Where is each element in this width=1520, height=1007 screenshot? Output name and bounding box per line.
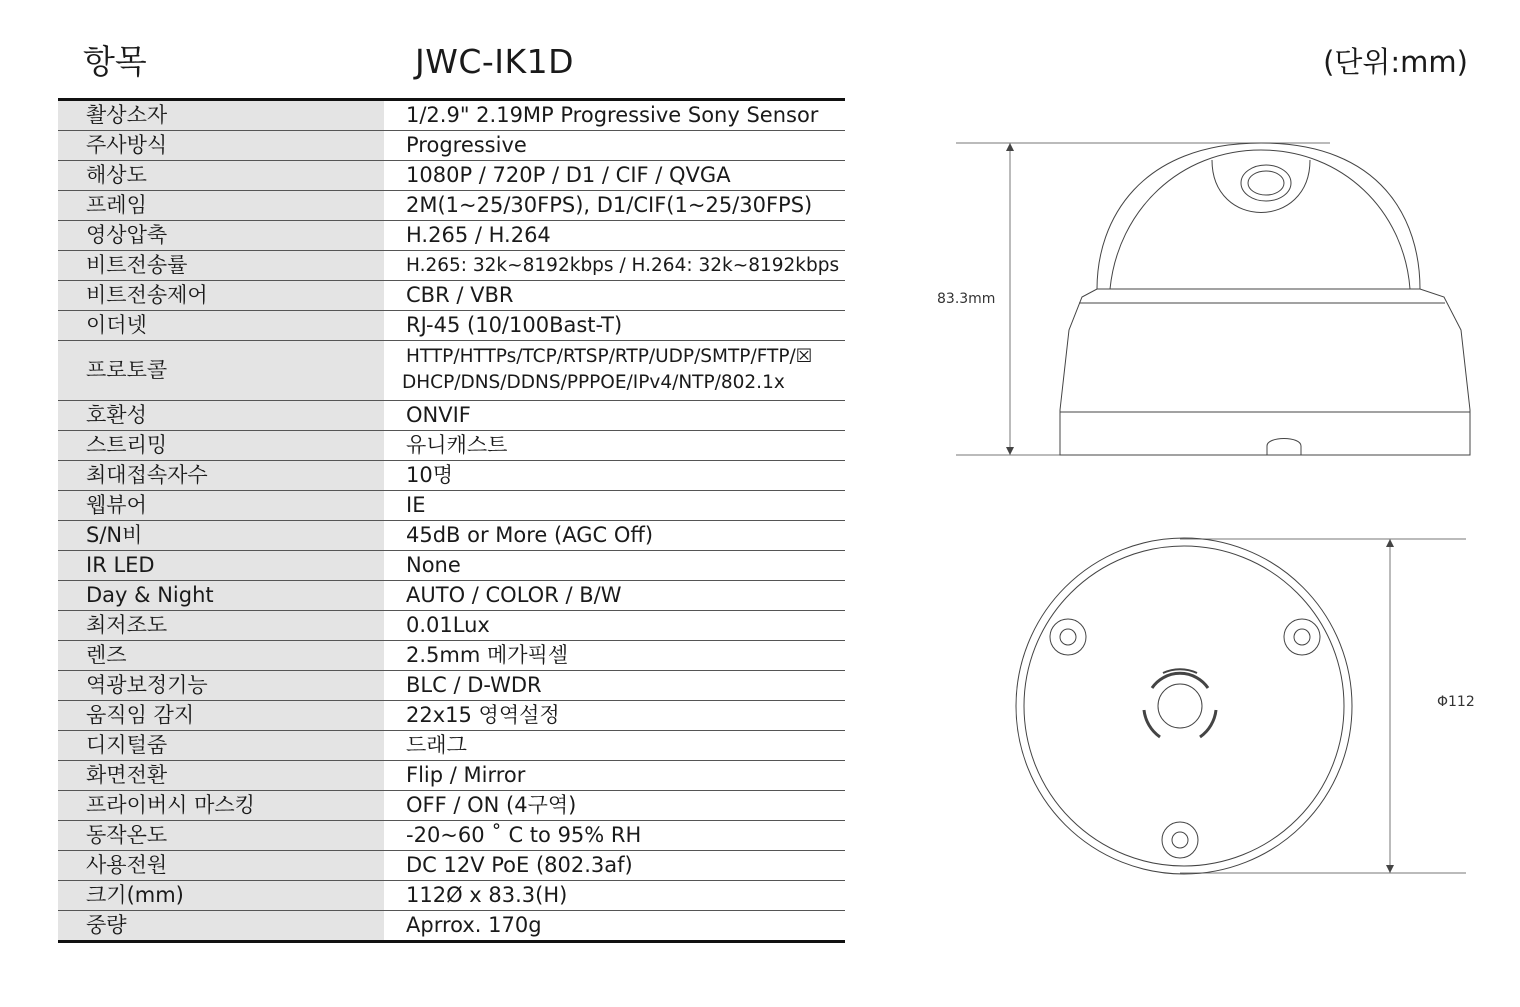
spec-value: 112Ø x 83.3(H): [406, 883, 568, 907]
top-view-drawing: [1016, 538, 1466, 874]
spec-value: 45dB or More (AGC Off): [406, 523, 654, 547]
spec-label: 웹뷰어: [58, 491, 384, 520]
spec-value: OFF / ON (4구역): [406, 793, 577, 817]
spec-label: Day & Night: [58, 581, 384, 610]
spec-value: 유니캐스트: [406, 433, 508, 457]
spec-value: BLC / D-WDR: [406, 673, 542, 697]
spec-value: H.265: 32k~8192kbps / H.264: 32k~8192kbps: [406, 255, 840, 276]
side-view-drawing: [956, 143, 1470, 455]
spec-value: 드래그: [406, 733, 467, 757]
spec-value: None: [406, 553, 461, 577]
spec-label: 화면전환: [58, 761, 384, 790]
spec-label: 비트전송제어: [58, 281, 384, 310]
spec-value: 2M(1~25/30FPS), D1/CIF(1~25/30FPS): [406, 193, 813, 217]
spec-value: Aprrox. 170g: [406, 913, 542, 937]
spec-label: 사용전원: [58, 851, 384, 880]
spec-value: ONVIF: [406, 403, 471, 427]
height-dimension-label: 83.3mm: [937, 291, 996, 307]
spec-label: 촬상소자: [58, 101, 384, 130]
spec-value: DC 12V PoE (802.3af): [406, 853, 633, 877]
spec-value: 1/2.9" 2.19MP Progressive Sony Sensor: [406, 103, 819, 127]
spec-value: 22x15 영역설정: [406, 703, 560, 727]
spec-label: 프로토콜: [58, 341, 384, 400]
spec-value: Flip / Mirror: [406, 763, 526, 787]
spec-value: 0.01Lux: [406, 613, 490, 637]
spec-value: H.265 / H.264: [406, 223, 551, 247]
spec-value: AUTO / COLOR / B/W: [406, 583, 622, 607]
spec-value: RJ-45 (10/100Bast-T): [406, 313, 623, 337]
spec-label: 프라이버시 마스킹: [58, 791, 384, 820]
spec-value: CBR / VBR: [406, 283, 514, 307]
spec-value: 1080P / 720P / D1 / CIF / QVGA: [406, 163, 731, 187]
spec-value: Progressive: [406, 133, 527, 157]
spec-label: 역광보정기능: [58, 671, 384, 700]
spec-label: 디지털줌: [58, 731, 384, 760]
spec-label: 비트전송률: [58, 251, 384, 280]
spec-label: 해상도: [58, 161, 384, 190]
spec-label: S/N비: [58, 521, 384, 550]
spec-label: 최대접속자수: [58, 461, 384, 490]
spec-value: 10명: [406, 463, 454, 487]
spec-label: 스트리밍: [58, 431, 384, 460]
spec-value: -20~60 ˚ C to 95% RH: [406, 823, 642, 847]
protocol-line-2: DHCP/DNS/DDNS/PPPOE/IPv4/NTP/802.1x: [402, 372, 785, 393]
diameter-dimension-label: Φ112: [1437, 694, 1475, 710]
spec-label: 중량: [58, 911, 384, 940]
spec-label: 프레임: [58, 191, 384, 220]
spec-label: 크기(mm): [58, 881, 384, 910]
header-item-label: 항목: [83, 42, 147, 81]
spec-label: 영상압축: [58, 221, 384, 250]
spec-label: 렌즈: [58, 641, 384, 670]
spec-label: 호환성: [58, 401, 384, 430]
spec-label: 움직임 감지: [58, 701, 384, 730]
model-title: JWC-IK1D: [415, 42, 575, 81]
spec-value: 2.5mm 메가픽셀: [406, 643, 569, 667]
spec-label: 이더넷: [58, 311, 384, 340]
protocol-line-1: HTTP/HTTPs/TCP/RTSP/RTP/UDP/SMTP/FTP/☒: [406, 346, 813, 367]
unit-label: (단위:mm): [1323, 45, 1468, 79]
spec-label: 최저조도: [58, 611, 384, 640]
spec-value: IE: [406, 493, 426, 517]
spec-label: IR LED: [58, 551, 384, 580]
spec-label: 동작온도: [58, 821, 384, 850]
spec-label: 주사방식: [58, 131, 384, 160]
